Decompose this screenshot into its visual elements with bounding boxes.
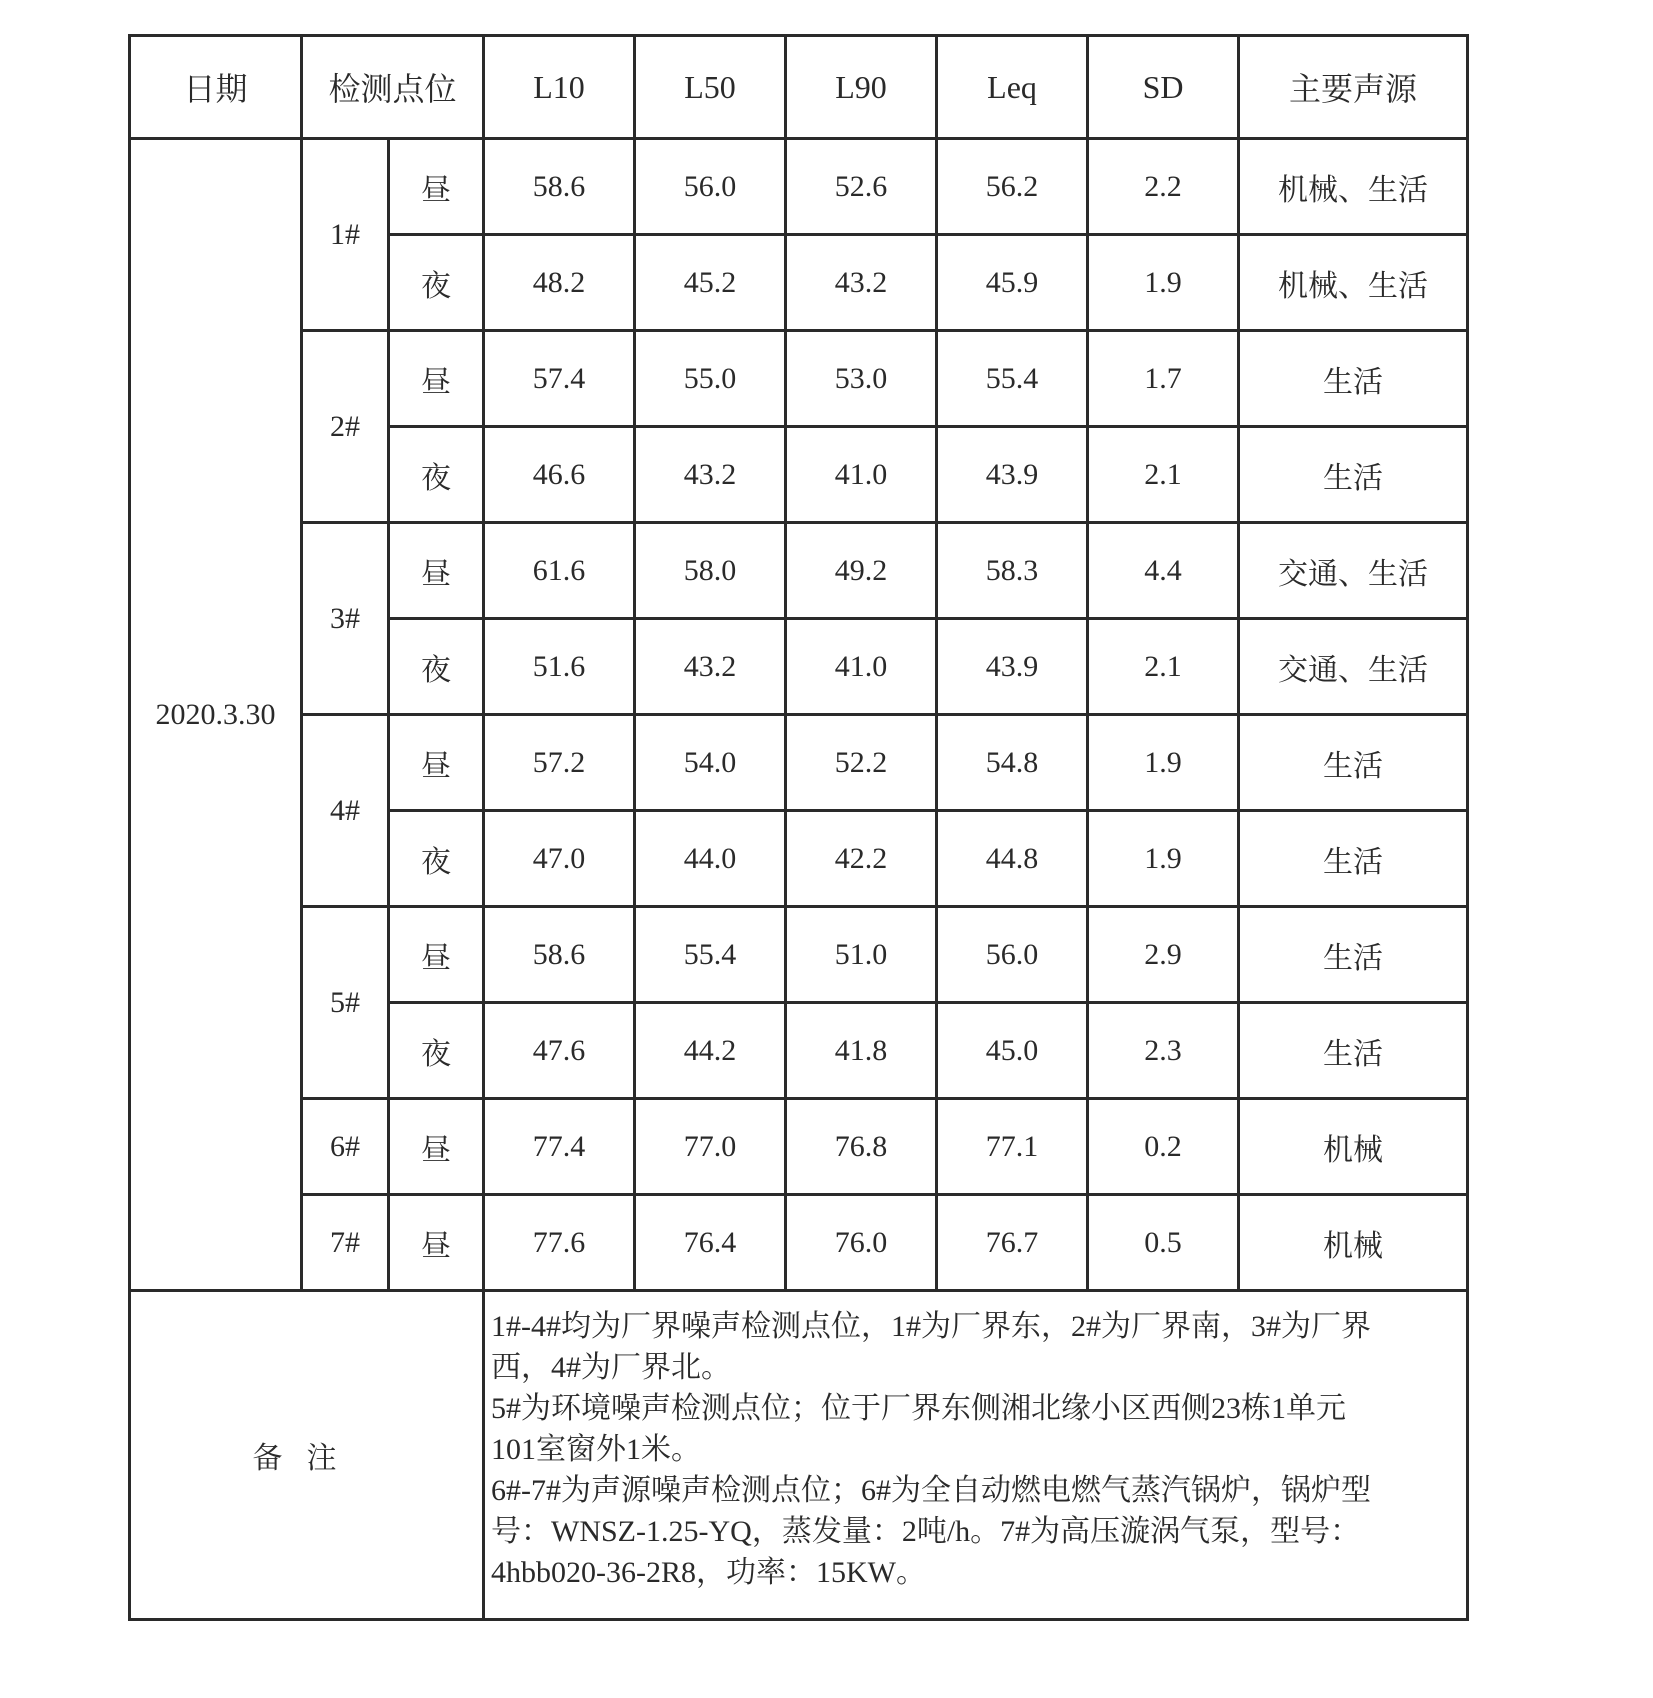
header-main-source: 主要声源 — [1239, 36, 1468, 139]
main-source-cell: 生活 — [1239, 811, 1468, 907]
period-cell: 夜 — [389, 1003, 484, 1099]
l90-cell: 41.0 — [786, 619, 937, 715]
noise-monitoring-sheet — [128, 34, 1466, 1621]
header-row — [130, 36, 1468, 139]
period-cell: 夜 — [389, 619, 484, 715]
l90-cell: 76.0 — [786, 1195, 937, 1291]
leq-cell: 55.4 — [937, 331, 1088, 427]
point-id-cell: 1# — [302, 139, 389, 331]
l50-cell: 45.2 — [635, 235, 786, 331]
l50-cell: 55.4 — [635, 907, 786, 1003]
l50-cell: 55.0 — [635, 331, 786, 427]
header-l90: L90 — [786, 36, 937, 139]
main-source-cell: 机械 — [1239, 1195, 1468, 1291]
leq-cell: 76.7 — [937, 1195, 1088, 1291]
point-id-cell: 5# — [302, 907, 389, 1099]
l10-cell: 47.0 — [484, 811, 635, 907]
main-source-cell: 生活 — [1239, 715, 1468, 811]
l10-cell: 57.4 — [484, 331, 635, 427]
remarks-line: 6#-7#为声源噪声检测点位；6#为全自动燃电燃气蒸汽锅炉，锅炉型 — [491, 1474, 1372, 1507]
header-l50: L50 — [635, 36, 786, 139]
main-source-cell: 生活 — [1239, 427, 1468, 523]
point-id-cell: 6# — [302, 1099, 389, 1195]
sd-cell: 2.3 — [1088, 1003, 1239, 1099]
main-source-cell: 机械、生活 — [1239, 235, 1468, 331]
sd-cell: 4.4 — [1088, 523, 1239, 619]
l10-cell: 51.6 — [484, 619, 635, 715]
l90-cell: 41.0 — [786, 427, 937, 523]
table-row — [130, 331, 1468, 427]
table-row — [130, 715, 1468, 811]
table-row — [130, 523, 1468, 619]
point-id-cell: 3# — [302, 523, 389, 715]
leq-cell: 56.2 — [937, 139, 1088, 235]
noise-data-table — [128, 34, 1469, 1621]
l90-cell: 53.0 — [786, 331, 937, 427]
main-source-cell: 交通、生活 — [1239, 619, 1468, 715]
l90-cell: 42.2 — [786, 811, 937, 907]
sd-cell: 1.9 — [1088, 715, 1239, 811]
l10-cell: 77.4 — [484, 1099, 635, 1195]
l90-cell: 49.2 — [786, 523, 937, 619]
period-cell: 昼 — [389, 139, 484, 235]
l90-cell: 51.0 — [786, 907, 937, 1003]
period-cell: 昼 — [389, 331, 484, 427]
table-row — [130, 139, 1468, 235]
table-row — [130, 1195, 1468, 1291]
l10-cell: 58.6 — [484, 907, 635, 1003]
period-cell: 夜 — [389, 235, 484, 331]
sd-cell: 2.2 — [1088, 139, 1239, 235]
leq-cell: 43.9 — [937, 427, 1088, 523]
l10-cell: 47.6 — [484, 1003, 635, 1099]
leq-cell: 43.9 — [937, 619, 1088, 715]
table-row — [130, 907, 1468, 1003]
leq-cell: 44.8 — [937, 811, 1088, 907]
sd-cell: 1.7 — [1088, 331, 1239, 427]
period-cell: 昼 — [389, 715, 484, 811]
main-source-cell: 生活 — [1239, 907, 1468, 1003]
sd-cell: 2.1 — [1088, 427, 1239, 523]
sd-cell: 1.9 — [1088, 811, 1239, 907]
l50-cell: 54.0 — [635, 715, 786, 811]
header-date: 日期 — [130, 36, 302, 139]
leq-cell: 58.3 — [937, 523, 1088, 619]
remarks-line: 号：WNSZ-1.25-YQ，蒸发量：2吨/h。7#为高压漩涡气泵，型号： — [491, 1515, 1361, 1548]
l10-cell: 57.2 — [484, 715, 635, 811]
l90-cell: 43.2 — [786, 235, 937, 331]
remarks-row — [130, 1291, 1468, 1620]
period-cell: 夜 — [389, 811, 484, 907]
main-source-cell: 生活 — [1239, 331, 1468, 427]
header-l10: L10 — [484, 36, 635, 139]
period-cell: 昼 — [389, 1099, 484, 1195]
leq-cell: 77.1 — [937, 1099, 1088, 1195]
point-id-cell: 2# — [302, 331, 389, 523]
l50-cell: 76.4 — [635, 1195, 786, 1291]
l50-cell: 77.0 — [635, 1099, 786, 1195]
point-id-cell: 7# — [302, 1195, 389, 1291]
l10-cell: 61.6 — [484, 523, 635, 619]
sd-cell: 1.9 — [1088, 235, 1239, 331]
sd-cell: 2.1 — [1088, 619, 1239, 715]
header-sd: SD — [1088, 36, 1239, 139]
l90-cell: 52.6 — [786, 139, 937, 235]
period-cell: 昼 — [389, 1195, 484, 1291]
remarks-line: 西，4#为厂界北。 — [491, 1351, 732, 1384]
main-source-cell: 机械 — [1239, 1099, 1468, 1195]
period-cell: 夜 — [389, 427, 484, 523]
remarks-line: 1#-4#均为厂界噪声检测点位，1#为厂界东，2#为厂界南，3#为厂界 — [491, 1310, 1372, 1343]
remarks-label: 备注 — [130, 1291, 484, 1620]
table-row — [130, 1099, 1468, 1195]
l10-cell: 48.2 — [484, 235, 635, 331]
l90-cell: 52.2 — [786, 715, 937, 811]
main-source-cell: 交通、生活 — [1239, 523, 1468, 619]
main-source-cell: 机械、生活 — [1239, 139, 1468, 235]
leq-cell: 54.8 — [937, 715, 1088, 811]
leq-cell: 45.0 — [937, 1003, 1088, 1099]
sd-cell: 0.5 — [1088, 1195, 1239, 1291]
date-cell: 2020.3.30 — [130, 139, 302, 1291]
header-point: 检测点位 — [302, 36, 484, 139]
remarks-text — [484, 1291, 1468, 1620]
l10-cell: 77.6 — [484, 1195, 635, 1291]
remarks-line: 4hbb020-36-2R8，功率：15KW。 — [491, 1556, 926, 1589]
l50-cell: 44.0 — [635, 811, 786, 907]
l50-cell: 56.0 — [635, 139, 786, 235]
l10-cell: 58.6 — [484, 139, 635, 235]
l90-cell: 41.8 — [786, 1003, 937, 1099]
l50-cell: 43.2 — [635, 619, 786, 715]
remarks-line: 5#为环境噪声检测点位；位于厂界东侧湘北缘小区西侧23栋1单元 — [491, 1392, 1347, 1425]
period-cell: 昼 — [389, 523, 484, 619]
l10-cell: 46.6 — [484, 427, 635, 523]
l50-cell: 43.2 — [635, 427, 786, 523]
point-id-cell: 4# — [302, 715, 389, 907]
main-source-cell: 生活 — [1239, 1003, 1468, 1099]
period-cell: 昼 — [389, 907, 484, 1003]
leq-cell: 45.9 — [937, 235, 1088, 331]
leq-cell: 56.0 — [937, 907, 1088, 1003]
l50-cell: 44.2 — [635, 1003, 786, 1099]
sd-cell: 0.2 — [1088, 1099, 1239, 1195]
l90-cell: 76.8 — [786, 1099, 937, 1195]
sd-cell: 2.9 — [1088, 907, 1239, 1003]
remarks-line: 101室窗外1米。 — [491, 1433, 702, 1466]
header-leq: Leq — [937, 36, 1088, 139]
l50-cell: 58.0 — [635, 523, 786, 619]
